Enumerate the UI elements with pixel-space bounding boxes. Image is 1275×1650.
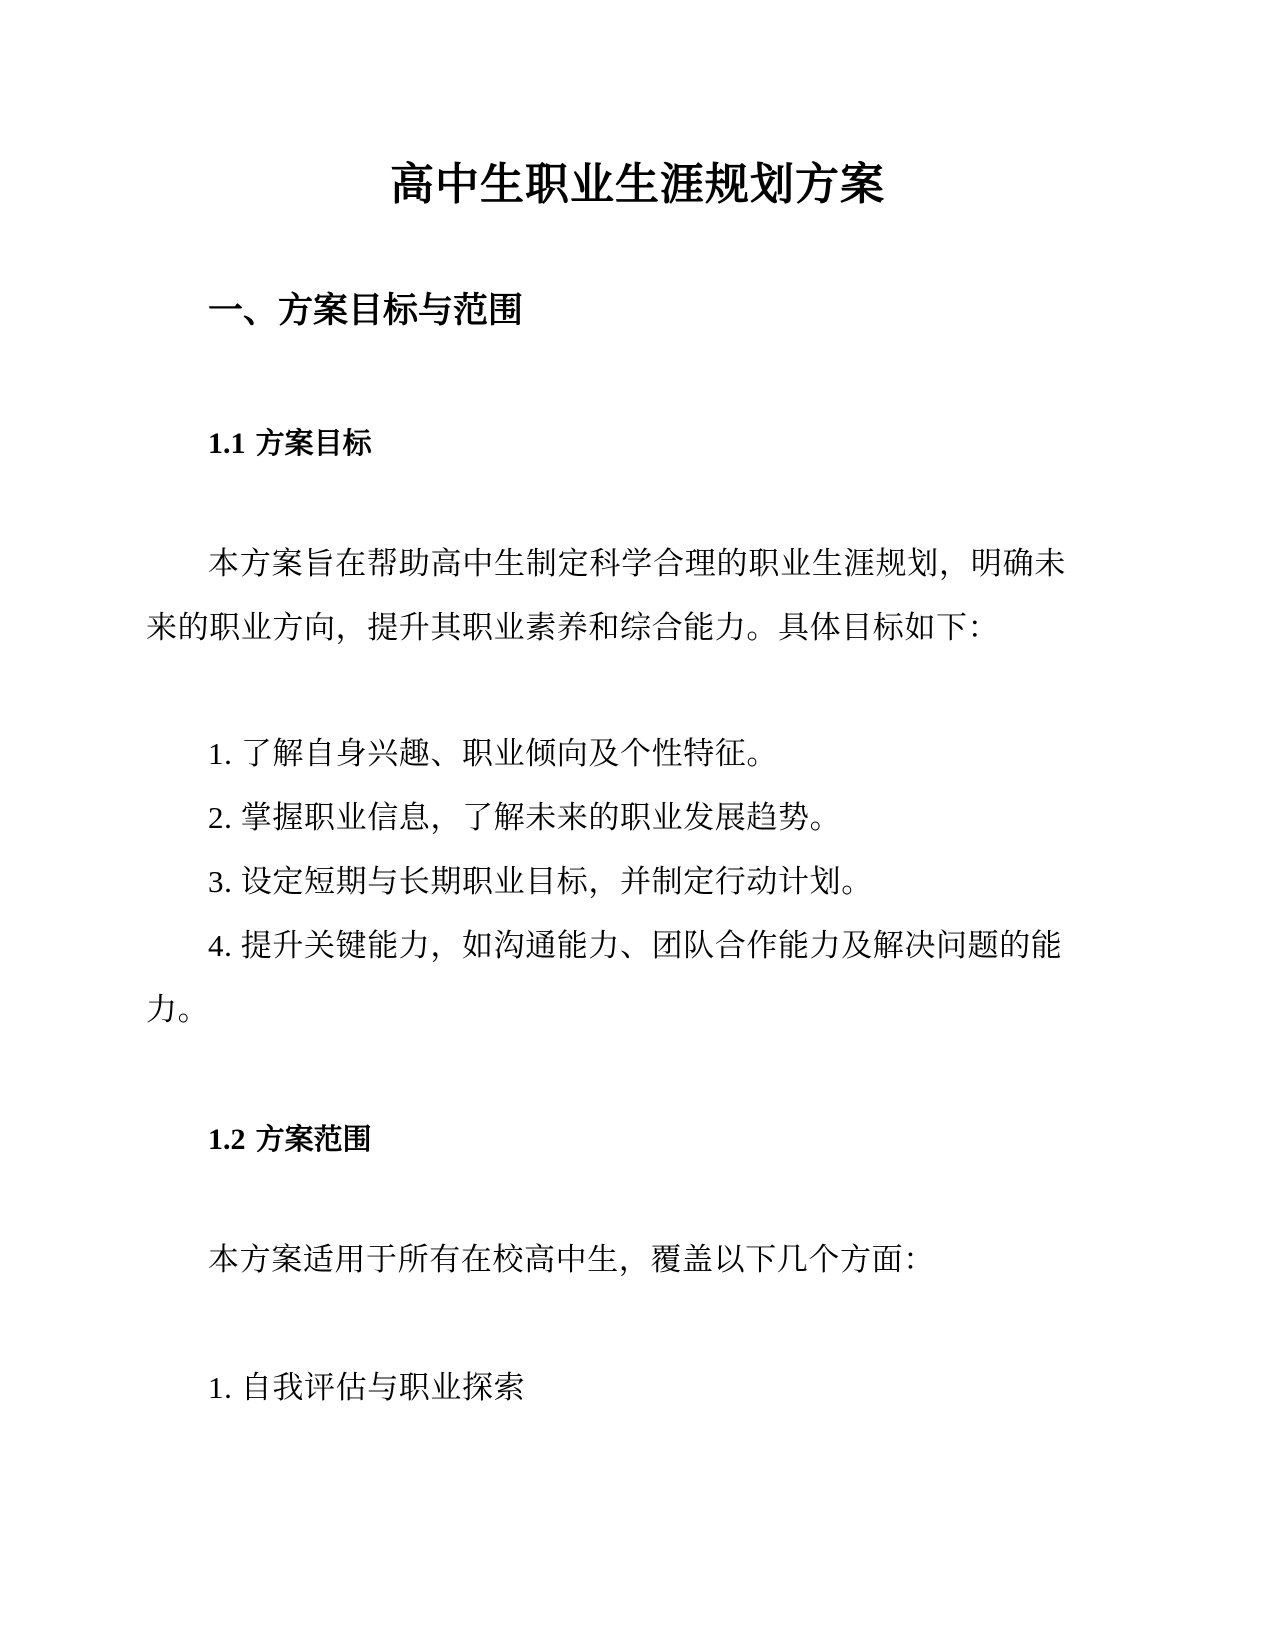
subsection-number: 1.1: [208, 427, 246, 460]
goal-item-4: 4. 提升关键能力，如沟通能力、团队合作能力及解决问题的能力。: [146, 928, 1063, 1027]
goal-item-1: 1. 了解自身兴趣、职业倾向及个性特征。: [208, 736, 778, 771]
goals-intro-paragraph: 本方案旨在帮助高中生制定科学合理的职业生涯规划，明确未来的职业方向，提升其职业素养和综合能力。具体目标如下：: [146, 546, 1066, 645]
scope-intro-paragraph: 本方案适用于所有在校高中生，覆盖以下几个方面：: [208, 1242, 935, 1277]
section-heading: 一、方案目标与范围: [208, 291, 524, 331]
goal-item-3: 3. 设定短期与长期职业目标，并制定行动计划。: [208, 864, 873, 899]
subsection-number: 1.2: [208, 1123, 246, 1156]
scope-item-1: 1. 自我评估与职业探索: [208, 1370, 526, 1405]
document-title: 高中生职业生涯规划方案: [390, 159, 885, 210]
subsection-title: 方案范围: [255, 1122, 372, 1156]
subsection-title: 方案目标: [255, 426, 372, 460]
subsection-heading-scope: [208, 1117, 372, 1158]
goal-item-2: 2. 掌握职业信息，了解未来的职业发展趋势。: [208, 800, 842, 835]
subsection-heading-goals: [208, 421, 372, 462]
